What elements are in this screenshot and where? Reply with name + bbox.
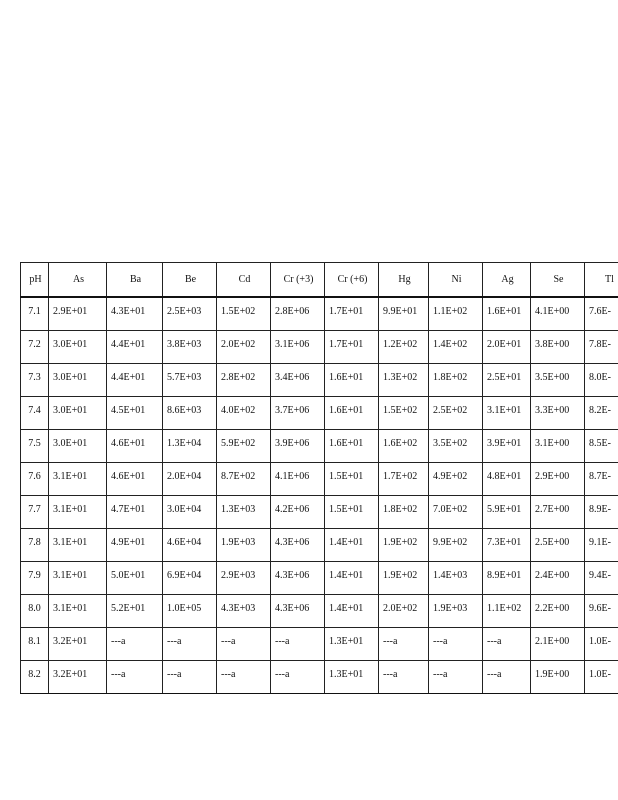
value-cell: 1.6E+02 <box>379 429 429 462</box>
value-cell: 2.7E+00 <box>531 495 585 528</box>
table-row <box>21 627 618 660</box>
value-cell: 1.6E+01 <box>325 429 379 462</box>
value-cell: 2.0E+01 <box>483 330 531 363</box>
value-cell: ---a <box>107 660 163 693</box>
value-cell: 1.3E+03 <box>217 495 271 528</box>
value-cell: 2.5E+02 <box>429 396 483 429</box>
value-cell: 1.7E+01 <box>325 297 379 330</box>
table-row <box>21 528 618 561</box>
value-cell: 1.5E+02 <box>379 396 429 429</box>
value-cell: 3.7E+06 <box>271 396 325 429</box>
ph-cell: 8.0 <box>21 594 49 627</box>
value-cell: 2.1E+00 <box>531 627 585 660</box>
value-cell: 1.3E+01 <box>325 627 379 660</box>
value-cell: 2.2E+00 <box>531 594 585 627</box>
value-cell: ---a <box>483 627 531 660</box>
value-cell: 1.4E+01 <box>325 561 379 594</box>
value-cell: 3.1E+01 <box>49 561 107 594</box>
value-cell: ---a <box>379 660 429 693</box>
value-cell: 4.8E+01 <box>483 462 531 495</box>
value-cell: 3.1E+01 <box>49 495 107 528</box>
value-cell: 1.3E+04 <box>163 429 217 462</box>
ph-cell: 7.7 <box>21 495 49 528</box>
value-cell: 2.8E+02 <box>217 363 271 396</box>
column-header: Cr (+6) <box>325 263 379 298</box>
value-cell: 1.3E+01 <box>325 660 379 693</box>
value-cell: 2.9E+00 <box>531 462 585 495</box>
table-row <box>21 396 618 429</box>
value-cell: 1.7E+02 <box>379 462 429 495</box>
ph-cell: 7.9 <box>21 561 49 594</box>
ph-cell: 7.8 <box>21 528 49 561</box>
value-cell: 3.8E+03 <box>163 330 217 363</box>
value-cell: 5.2E+01 <box>107 594 163 627</box>
value-cell: 3.1E+01 <box>49 462 107 495</box>
table-row <box>21 429 618 462</box>
value-cell: 1.9E+02 <box>379 561 429 594</box>
value-cell: 1.5E+02 <box>217 297 271 330</box>
table-row <box>21 594 618 627</box>
ph-cell: 7.2 <box>21 330 49 363</box>
table-row <box>21 297 618 330</box>
value-cell: ---a <box>429 660 483 693</box>
value-cell: 3.5E+00 <box>531 363 585 396</box>
value-cell: 3.2E+01 <box>49 660 107 693</box>
value-cell: ---a <box>163 627 217 660</box>
column-header: pH <box>21 263 49 298</box>
value-cell: 3.9E+01 <box>483 429 531 462</box>
column-header: As <box>49 263 107 298</box>
ph-cell: 7.5 <box>21 429 49 462</box>
value-cell: 4.3E+06 <box>271 561 325 594</box>
value-cell: 2.9E+01 <box>49 297 107 330</box>
value-cell: 1.9E+03 <box>429 594 483 627</box>
value-cell: 3.9E+06 <box>271 429 325 462</box>
value-cell: ---a <box>271 627 325 660</box>
value-cell: 3.1E+01 <box>49 594 107 627</box>
table-row <box>21 363 618 396</box>
ph-cell: 7.6 <box>21 462 49 495</box>
value-cell: ---a <box>271 660 325 693</box>
value-cell: 3.0E+01 <box>49 363 107 396</box>
value-cell: 7.0E+02 <box>429 495 483 528</box>
value-cell: 1.1E+02 <box>429 297 483 330</box>
value-cell: 8.7E- <box>585 462 618 495</box>
value-cell: 4.9E+01 <box>107 528 163 561</box>
value-cell: 7.3E+01 <box>483 528 531 561</box>
value-cell: 8.7E+02 <box>217 462 271 495</box>
value-cell: 3.1E+01 <box>49 528 107 561</box>
value-cell: 9.1E- <box>585 528 618 561</box>
value-cell: ---a <box>217 660 271 693</box>
column-header: Ni <box>429 263 483 298</box>
value-cell: 3.0E+01 <box>49 396 107 429</box>
value-cell: ---a <box>379 627 429 660</box>
value-cell: 3.3E+00 <box>531 396 585 429</box>
column-header: Se <box>531 263 585 298</box>
value-cell: 5.0E+01 <box>107 561 163 594</box>
value-cell: 8.9E+01 <box>483 561 531 594</box>
value-cell: 4.7E+01 <box>107 495 163 528</box>
value-cell: ---a <box>217 627 271 660</box>
value-cell: 5.9E+02 <box>217 429 271 462</box>
value-cell: 4.1E+06 <box>271 462 325 495</box>
value-cell: 1.3E+02 <box>379 363 429 396</box>
table-row <box>21 462 618 495</box>
value-cell: 3.8E+00 <box>531 330 585 363</box>
table-body <box>21 297 618 693</box>
ph-cell: 8.2 <box>21 660 49 693</box>
value-cell: 1.0E+05 <box>163 594 217 627</box>
value-cell: 4.3E+01 <box>107 297 163 330</box>
value-cell: 4.6E+01 <box>107 429 163 462</box>
value-cell: 8.9E- <box>585 495 618 528</box>
value-cell: 4.3E+06 <box>271 528 325 561</box>
value-cell: 1.6E+01 <box>483 297 531 330</box>
column-header: Tl <box>585 263 618 298</box>
value-cell: 1.7E+01 <box>325 330 379 363</box>
value-cell: 2.9E+03 <box>217 561 271 594</box>
value-cell: 9.4E- <box>585 561 618 594</box>
value-cell: 4.9E+02 <box>429 462 483 495</box>
table-row <box>21 561 618 594</box>
value-cell: 7.6E- <box>585 297 618 330</box>
value-cell: 4.4E+01 <box>107 330 163 363</box>
value-cell: 9.6E- <box>585 594 618 627</box>
table-row <box>21 495 618 528</box>
value-cell: 1.8E+02 <box>429 363 483 396</box>
value-cell: 1.0E- <box>585 660 618 693</box>
value-cell: 1.2E+02 <box>379 330 429 363</box>
column-header: Be <box>163 263 217 298</box>
data-table-container <box>20 262 618 694</box>
value-cell: 4.1E+00 <box>531 297 585 330</box>
value-cell: 4.2E+06 <box>271 495 325 528</box>
value-cell: 4.3E+06 <box>271 594 325 627</box>
ph-cell: 7.1 <box>21 297 49 330</box>
value-cell: ---a <box>163 660 217 693</box>
value-cell: 8.2E- <box>585 396 618 429</box>
value-cell: 1.1E+02 <box>483 594 531 627</box>
value-cell: 5.9E+01 <box>483 495 531 528</box>
value-cell: 3.0E+04 <box>163 495 217 528</box>
column-header: Cd <box>217 263 271 298</box>
value-cell: ---a <box>107 627 163 660</box>
value-cell: 2.5E+00 <box>531 528 585 561</box>
value-cell: 1.9E+03 <box>217 528 271 561</box>
value-cell: 9.9E+01 <box>379 297 429 330</box>
value-cell: 1.9E+00 <box>531 660 585 693</box>
value-cell: 1.0E- <box>585 627 618 660</box>
value-cell: 1.5E+01 <box>325 495 379 528</box>
value-cell: 2.5E+01 <box>483 363 531 396</box>
column-header: Hg <box>379 263 429 298</box>
table-row <box>21 330 618 363</box>
value-cell: 2.0E+02 <box>217 330 271 363</box>
value-cell: 1.4E+02 <box>429 330 483 363</box>
value-cell: 4.0E+02 <box>217 396 271 429</box>
value-cell: 3.1E+01 <box>483 396 531 429</box>
value-cell: 3.0E+01 <box>49 330 107 363</box>
ph-cell: 7.3 <box>21 363 49 396</box>
value-cell: 3.1E+00 <box>531 429 585 462</box>
value-cell: 4.6E+01 <box>107 462 163 495</box>
value-cell: 3.4E+06 <box>271 363 325 396</box>
value-cell: 9.9E+02 <box>429 528 483 561</box>
value-cell: 6.9E+04 <box>163 561 217 594</box>
value-cell: ---a <box>483 660 531 693</box>
value-cell: 3.0E+01 <box>49 429 107 462</box>
value-cell: 4.3E+03 <box>217 594 271 627</box>
value-cell: 1.4E+01 <box>325 594 379 627</box>
value-cell: 2.4E+00 <box>531 561 585 594</box>
value-cell: 1.9E+02 <box>379 528 429 561</box>
ph-cell: 7.4 <box>21 396 49 429</box>
value-cell: 3.1E+06 <box>271 330 325 363</box>
value-cell: 3.5E+02 <box>429 429 483 462</box>
value-cell: 8.5E- <box>585 429 618 462</box>
value-cell: 1.4E+01 <box>325 528 379 561</box>
ph-cell: 8.1 <box>21 627 49 660</box>
value-cell: 4.4E+01 <box>107 363 163 396</box>
value-cell: 1.8E+02 <box>379 495 429 528</box>
table-row <box>21 660 618 693</box>
header-row <box>21 263 618 298</box>
value-cell: 2.0E+02 <box>379 594 429 627</box>
value-cell: 4.6E+04 <box>163 528 217 561</box>
value-cell: 2.8E+06 <box>271 297 325 330</box>
value-cell: 1.6E+01 <box>325 396 379 429</box>
value-cell: 1.6E+01 <box>325 363 379 396</box>
column-header: Ba <box>107 263 163 298</box>
column-header: Cr (+3) <box>271 263 325 298</box>
value-cell: 2.0E+04 <box>163 462 217 495</box>
value-cell: 8.0E- <box>585 363 618 396</box>
column-header: Ag <box>483 263 531 298</box>
value-cell: 3.2E+01 <box>49 627 107 660</box>
value-cell: 7.8E- <box>585 330 618 363</box>
ph-concentration-table <box>20 262 618 694</box>
value-cell: 1.5E+01 <box>325 462 379 495</box>
value-cell: 1.4E+03 <box>429 561 483 594</box>
value-cell: 2.5E+03 <box>163 297 217 330</box>
value-cell: 8.6E+03 <box>163 396 217 429</box>
value-cell: 4.5E+01 <box>107 396 163 429</box>
value-cell: 5.7E+03 <box>163 363 217 396</box>
table-header <box>21 263 618 298</box>
value-cell: ---a <box>429 627 483 660</box>
